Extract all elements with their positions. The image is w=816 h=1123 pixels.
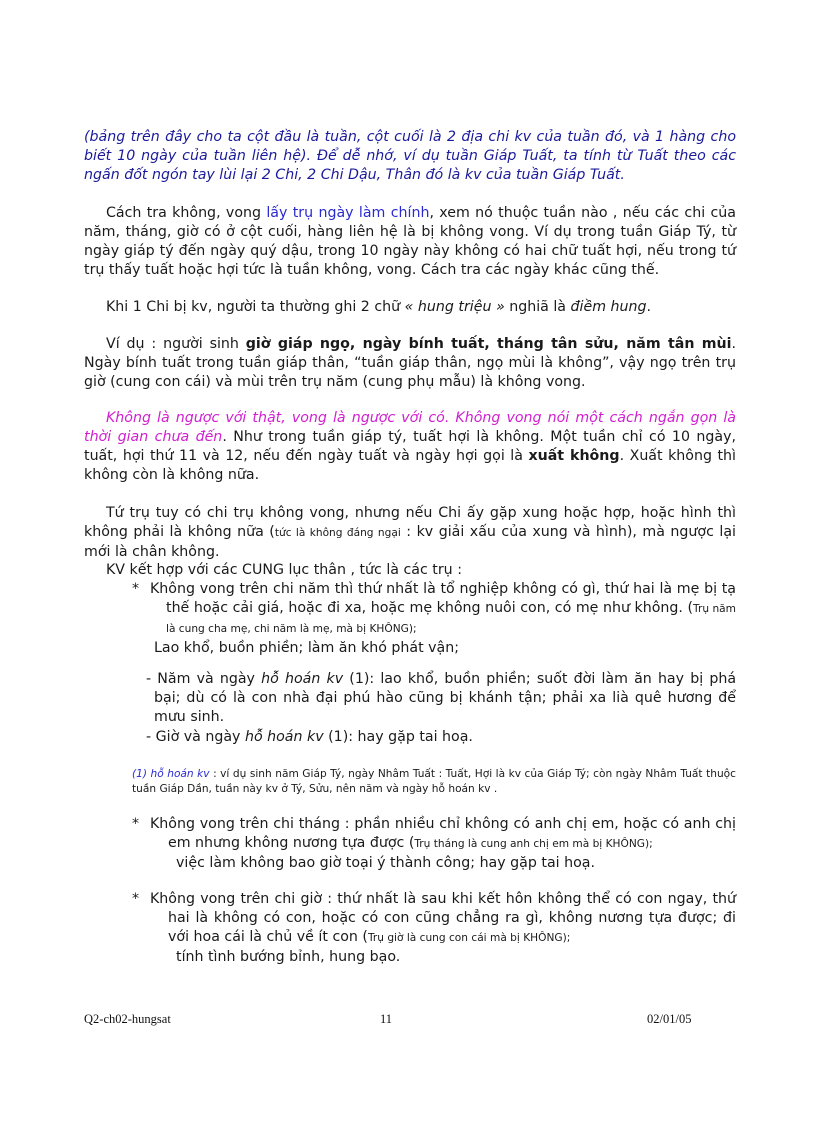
- paragraph-table-note: (bảng trên đây cho ta cột đầu là tuần, cột cuối là 2 địa chi kv của tuần đó, và 1 hàng cho biết 10 ngày của tuần liên hệ). Để dễ nhớ, ví dụ tuần Giáp Tuất, ta tính từ Tuất theo các ngấn đốt ngón tay lùi lại 2 Chi, 2 Chi Dậu, Thân đó là kv của tuần Giáp Tuất.: [84, 129, 736, 183]
- italic-text: « hung triệu »: [404, 299, 505, 315]
- highlight-definition: Không là ngược với thật, vong là ngược với có. Không vong nói một cách ngắn gọn là thời gian chưa đến: [84, 410, 736, 445]
- text: Lao khổ, buồn phiền; làm ăn khó phát vận;: [154, 640, 460, 656]
- text: . Xuất không thì không còn là không nữa.: [84, 448, 736, 483]
- bold-text: xuất không: [528, 448, 620, 464]
- paragraph-lookup-method: [84, 204, 736, 280]
- text: - Giờ và ngày: [146, 729, 245, 745]
- text: (1): hay gặp tai hoạ.: [323, 729, 473, 745]
- footnote: [132, 767, 736, 797]
- bullet-star: *: [132, 891, 140, 907]
- text: - Năm và ngày: [146, 671, 262, 687]
- text: : kv giải xấu của xung và hình), mà ngược lại mới là chân không.: [84, 524, 736, 560]
- text: Tứ trụ tuy có chi trụ không vong, nhưng nếu Chi ấy gặp xung hoặc hợp, hoặc hình thì không phải là không nữa (: [84, 505, 736, 540]
- bullet-star: *: [132, 581, 140, 597]
- bullet-hour-pillar: [150, 890, 736, 967]
- text: Ví dụ : người sinh: [106, 336, 246, 352]
- footer-doc-id: Q2-ch02-hungsat: [84, 1012, 171, 1026]
- paragraph-hung-trieu: [84, 298, 736, 317]
- bold-text: giờ giáp ngọ, ngày bính tuất, tháng tân sửu, năm tân mùi: [245, 336, 732, 352]
- paragraph-cung-intro: KV kết hợp với các CUNG lục thân , tức là các trụ :: [106, 562, 462, 578]
- text: Không vong trên chi giờ : thứ nhất là sau khi kết hôn không thể có con ngay, thứ hai là không có con, hoặc có con cũng chẳng ra gì, không nương tựa được; đi với hoa cái là chủ về ít con (: [150, 891, 736, 945]
- text: Cách tra không, vong: [106, 205, 267, 221]
- text: tính tình bướng bỉnh, hung bạo.: [176, 949, 401, 965]
- text: nghiã là: [504, 299, 571, 315]
- item-nam-ngay: [146, 670, 736, 727]
- text: .: [646, 299, 652, 315]
- text: . Như trong tuần giáp tý, tuất hợi là không. Một tuần chỉ có 10 ngày, tuất, hợi thứ 11 và 12, nếu đến ngày tuất và ngày hợi gọi là: [84, 429, 737, 464]
- text: việc làm không bao giờ toại ý thành công; hay gặp tai hoạ.: [176, 855, 595, 871]
- paragraph-example: [84, 335, 736, 392]
- paragraph-definition: [84, 409, 736, 485]
- footer-page-number: 11: [380, 1012, 393, 1026]
- italic-text: điềm hung: [570, 299, 647, 315]
- bullet-star: *: [132, 816, 140, 832]
- footer-date: 02/01/05: [647, 1012, 692, 1026]
- text: : ví dụ sinh năm Giáp Tý, ngày Nhâm Tuất : Tuất, Hợi là kv của Giáp Tý; còn ngày Nhâm Tuất thuộc tuần Giáp Dần, tuần này kv ở Tý, Sửu, nên năm và ngày hỗ hoán kv .: [132, 768, 736, 795]
- bullet-year-pillar: [150, 580, 736, 658]
- small-note: tức là không đáng ngại: [274, 527, 401, 539]
- italic-text: hỗ hoán kv: [244, 729, 324, 745]
- bullet-month-pillar: [150, 815, 736, 873]
- text: . Ngày bính tuất trong tuần giáp thân, “tuần giáp thân, ngọ mùi là không”, vậy ngọ trên trụ giờ (cung con cái) và mùi trên trụ năm (cung phụ mẫu) là không vong.: [84, 336, 737, 390]
- small-note: Trụ giờ là cung con cái mà bị KHÔNG);: [367, 932, 571, 944]
- footnote-label: (1) hỗ hoán kv: [132, 768, 210, 780]
- small-note: Trụ năm là cung cha mẹ, chi năm là mẹ, mà bị KHÔNG);: [166, 603, 736, 635]
- text: Không vong trên chi tháng : phần nhiều chỉ không có anh chị em, hoặc có anh chị em nhưng không nương tựa được (: [150, 816, 736, 851]
- highlight-day-pillar: lấy trụ ngày làm chính: [266, 205, 430, 221]
- small-note: Trụ tháng là cung anh chị em mà bị KHÔNG);: [414, 838, 653, 850]
- paragraph-xung-hop: [84, 504, 736, 562]
- text: Không vong trên chi năm thì thứ nhất là tổ nghiệp không có gì, thứ hai là mẹ bị tạ thế hoặc cải giá, hoặc đi xa, hoặc mẹ không nuôi con, có mẹ như không. (: [150, 581, 736, 616]
- text: (1): lao khổ, buồn phiền; suốt đời làm ăn hay bị phá bại; dù có là con nhà đại phú hào cũng bị khánh tận; phải xa lià quê hương để mưu sinh.: [154, 671, 737, 725]
- item-gio-ngay: [146, 728, 736, 747]
- italic-text: hỗ hoán kv: [261, 671, 344, 687]
- text: Khi 1 Chi bị kv, người ta thường ghi 2 chữ: [106, 299, 405, 315]
- text: , xem nó thuộc tuần nào , nếu các chi của năm, tháng, giờ có ở cột cuối, hàng liên hệ là bị không vong. Ví dụ trong tuần Giáp Tý, từ ngày giáp tý đến ngày quý dậu, trong 10 ngày này không có hai chữ tuất hợi, nếu trong tứ trụ thấy tuất hoặc hợi tức là tuần không, vong. Cách tra các ngày khác cũng thế.: [84, 205, 736, 278]
